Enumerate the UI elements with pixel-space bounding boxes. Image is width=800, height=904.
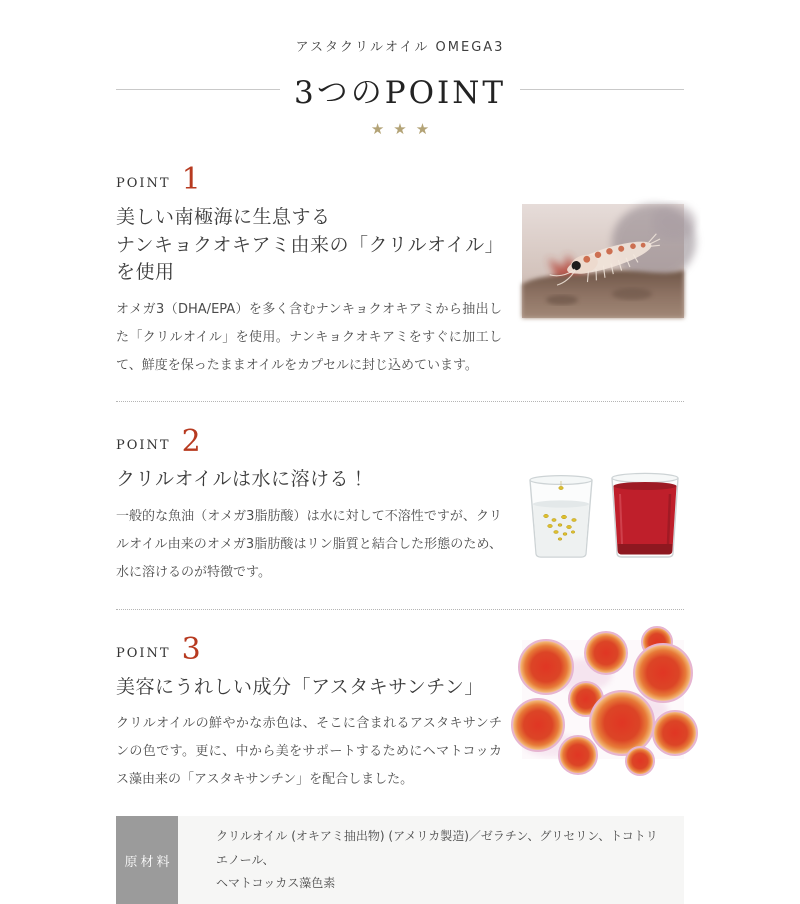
- point-word: POINT: [116, 645, 171, 661]
- point-section-1: [116, 160, 684, 379]
- algae-cells-illustration: [522, 640, 684, 759]
- algae-cells-photo: [522, 640, 684, 759]
- krill-oil-glass: [612, 474, 678, 558]
- krill-photo-illustration: [522, 204, 684, 318]
- heading-line: 美しい南極海に生息する: [116, 206, 331, 228]
- point-number: 2: [181, 424, 201, 460]
- title-rule-right: [520, 89, 684, 90]
- ingredients-line: ヘマトコッカス藻色素: [216, 875, 336, 890]
- point-1-body: オメガ3（DHA/EPA）を多く含むナンキョクオキアミから抽出した「クリルオイル」を使用。ナンキョクオキアミをすぐに加工して、鮮度を保ったままオイルをカプセルに封じ込めています。: [116, 301, 502, 373]
- water-glass: [530, 476, 592, 557]
- ingredients-row: [116, 816, 684, 904]
- point-3-label: [116, 630, 502, 665]
- product-name-subtitle: アスタクリルオイル OMEGA3: [295, 40, 505, 55]
- title-row: [116, 67, 684, 112]
- point-3-text: [116, 630, 502, 794]
- ingredients-line: クリルオイル (オキアミ抽出物) (アメリカ製造)／ゼラチン、グリセリン、トコトリエノール、: [216, 829, 658, 867]
- point-1-text: [116, 160, 502, 379]
- heading-line: クリルオイルは水に溶ける！: [116, 468, 369, 491]
- krill-photo: [522, 204, 684, 318]
- point-2-heading: [116, 466, 502, 494]
- ingredients-label: 原材料: [116, 816, 178, 904]
- point-3-body: クリルオイルの鮮やかな赤色は、そこに含まれるアスタキサンチンの色です。更に、中から美をサポートするためにヘマトコッカス藻由来の「アスタキサンチン」を配合しました。: [116, 716, 502, 788]
- point-1-label: [116, 160, 502, 195]
- section-header: [116, 36, 684, 138]
- point-section-3: [116, 609, 684, 794]
- product-points-panel: [116, 0, 684, 904]
- star-icons: ★★★: [370, 120, 439, 138]
- point-number: 1: [181, 162, 201, 197]
- point-section-2: [116, 401, 684, 586]
- point-word: POINT: [116, 176, 171, 191]
- point-2-body: 一般的な魚油（オメガ3脂肪酸）は水に対して不溶性ですが、クリルオイル由来のオメガ3脂肪酸はリン脂質と結合した形態のため、水に溶けるのが特徴です。: [116, 509, 502, 580]
- point-1-heading: [116, 204, 502, 287]
- point-2-label: [116, 422, 502, 460]
- title-rule-left: [116, 89, 280, 90]
- page-title: 3つのPOINT: [293, 75, 507, 111]
- ingredients-text: [178, 816, 684, 904]
- heading-line: ナンキョクオキアミ由来の「クリルオイル」を使用: [116, 233, 495, 284]
- glasses-photo: [522, 464, 684, 562]
- point-number: 3: [181, 631, 201, 667]
- point-word: POINT: [116, 438, 171, 454]
- heading-line: 美容にうれしい成分「アスタキサンチン」: [116, 675, 484, 698]
- point-3-heading: [116, 674, 502, 702]
- glasses-photo-illustration: [522, 464, 684, 562]
- point-2-text: [116, 422, 502, 586]
